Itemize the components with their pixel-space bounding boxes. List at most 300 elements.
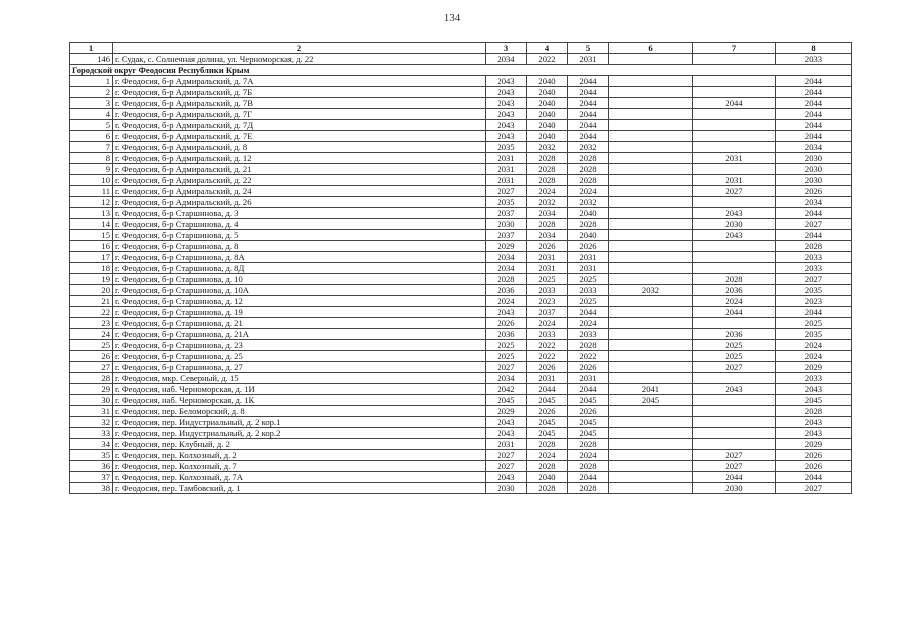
year-cell: 2025 — [486, 340, 527, 351]
year-cell: 2044 — [776, 120, 852, 131]
year-cell: 2043 — [486, 120, 527, 131]
year-cell: 2041 — [609, 384, 693, 395]
address-cell: г. Феодосия, б-р Старшинова, д. 10 — [113, 274, 486, 285]
year-cell — [609, 417, 693, 428]
year-cell: 2044 — [568, 120, 609, 131]
table-row — [70, 54, 852, 65]
address-cell: г. Феодосия, б-р Старшинова, д. 8А — [113, 252, 486, 263]
table-row — [70, 318, 852, 329]
address-cell: г. Феодосия, б-р Адмиральский, д. 7В — [113, 98, 486, 109]
year-cell: 2024 — [693, 296, 776, 307]
year-cell: 2026 — [776, 186, 852, 197]
year-cell: 2044 — [568, 98, 609, 109]
year-cell — [693, 197, 776, 208]
year-cell: 2033 — [527, 329, 568, 340]
address-cell: г. Феодосия, б-р Адмиральский, д. 7Г — [113, 109, 486, 120]
row-number: 9 — [70, 164, 113, 175]
row-number: 35 — [70, 450, 113, 461]
table-row — [70, 362, 852, 373]
year-cell: 2024 — [776, 351, 852, 362]
column-header: 1 — [70, 43, 113, 54]
row-number: 31 — [70, 406, 113, 417]
address-cell: г. Феодосия, б-р Адмиральский, д. 22 — [113, 175, 486, 186]
year-cell — [693, 54, 776, 65]
year-cell — [609, 428, 693, 439]
address-cell: г. Феодосия, б-р Адмиральский, д. 24 — [113, 186, 486, 197]
year-cell: 2043 — [486, 417, 527, 428]
year-cell: 2028 — [527, 164, 568, 175]
row-number: 7 — [70, 142, 113, 153]
row-number: 27 — [70, 362, 113, 373]
row-number: 22 — [70, 307, 113, 318]
table-row — [70, 263, 852, 274]
year-cell: 2030 — [776, 175, 852, 186]
year-cell: 2026 — [527, 241, 568, 252]
year-cell: 2029 — [486, 241, 527, 252]
page-number: 134 — [443, 12, 461, 24]
table-row — [70, 307, 852, 318]
year-cell: 2044 — [527, 384, 568, 395]
year-cell: 2043 — [486, 307, 527, 318]
table-row — [70, 395, 852, 406]
table-row — [70, 241, 852, 252]
year-cell: 2023 — [776, 296, 852, 307]
table-row — [70, 340, 852, 351]
table-row — [70, 252, 852, 263]
year-cell: 2042 — [486, 384, 527, 395]
year-cell: 2031 — [693, 175, 776, 186]
address-cell: г. Феодосия, б-р Адмиральский, д. 8 — [113, 142, 486, 153]
year-cell — [609, 87, 693, 98]
year-cell: 2032 — [527, 197, 568, 208]
address-cell: г. Феодосия, пер. Колхозный, д. 2 — [113, 450, 486, 461]
table-row — [70, 483, 852, 494]
table-body — [70, 43, 852, 494]
column-header: 8 — [776, 43, 852, 54]
table-row — [70, 230, 852, 241]
row-number: 37 — [70, 472, 113, 483]
year-cell: 2026 — [568, 362, 609, 373]
year-cell: 2040 — [527, 131, 568, 142]
year-cell — [609, 252, 693, 263]
section-title: Городской округ Феодосия Республики Крым — [70, 65, 852, 76]
year-cell: 2045 — [486, 395, 527, 406]
year-cell: 2033 — [776, 263, 852, 274]
year-cell: 2027 — [693, 186, 776, 197]
year-cell: 2044 — [693, 472, 776, 483]
year-cell: 2028 — [527, 153, 568, 164]
year-cell: 2028 — [527, 175, 568, 186]
year-cell: 2022 — [527, 54, 568, 65]
address-cell: г. Феодосия, б-р Старшинова, д. 8 — [113, 241, 486, 252]
year-cell: 2044 — [776, 76, 852, 87]
year-cell: 2036 — [486, 285, 527, 296]
table-row — [70, 142, 852, 153]
year-cell — [609, 241, 693, 252]
year-cell: 2026 — [568, 241, 609, 252]
year-cell: 2044 — [776, 307, 852, 318]
year-cell: 2044 — [568, 307, 609, 318]
year-cell — [693, 142, 776, 153]
year-cell: 2045 — [527, 395, 568, 406]
year-cell: 2045 — [527, 417, 568, 428]
year-cell: 2032 — [609, 285, 693, 296]
column-header: 4 — [527, 43, 568, 54]
year-cell — [609, 362, 693, 373]
row-number: 14 — [70, 219, 113, 230]
year-cell: 2033 — [776, 54, 852, 65]
year-cell — [693, 252, 776, 263]
row-number: 28 — [70, 373, 113, 384]
year-cell: 2044 — [776, 230, 852, 241]
table-row — [70, 406, 852, 417]
table-row — [70, 109, 852, 120]
address-cell: г. Феодосия, пер. Колхозный, д. 7А — [113, 472, 486, 483]
year-cell: 2031 — [568, 263, 609, 274]
year-cell: 2025 — [693, 340, 776, 351]
year-cell — [609, 351, 693, 362]
year-cell: 2028 — [568, 175, 609, 186]
section-row — [70, 65, 852, 76]
year-cell: 2034 — [486, 252, 527, 263]
year-cell: 2036 — [693, 285, 776, 296]
year-cell: 2034 — [486, 54, 527, 65]
address-cell: г. Феодосия, б-р Старшинова, д. 27 — [113, 362, 486, 373]
table-row — [70, 186, 852, 197]
year-cell — [609, 219, 693, 230]
year-cell: 2037 — [486, 208, 527, 219]
year-cell: 2040 — [527, 109, 568, 120]
row-number: 20 — [70, 285, 113, 296]
year-cell: 2031 — [486, 153, 527, 164]
year-cell — [609, 120, 693, 131]
row-number: 4 — [70, 109, 113, 120]
table-row — [70, 131, 852, 142]
year-cell: 2025 — [776, 318, 852, 329]
year-cell — [609, 472, 693, 483]
year-cell: 2043 — [776, 384, 852, 395]
year-cell: 2028 — [486, 274, 527, 285]
year-cell: 2028 — [693, 274, 776, 285]
year-cell — [693, 241, 776, 252]
address-cell: г. Феодосия, пер. Колхозный, д. 7 — [113, 461, 486, 472]
table-row — [70, 87, 852, 98]
table-row — [70, 164, 852, 175]
year-cell — [609, 340, 693, 351]
year-cell: 2044 — [776, 98, 852, 109]
year-cell — [609, 186, 693, 197]
row-number: 10 — [70, 175, 113, 186]
year-cell: 2022 — [527, 351, 568, 362]
year-cell: 2029 — [776, 362, 852, 373]
year-cell: 2024 — [568, 318, 609, 329]
year-cell: 2030 — [776, 164, 852, 175]
year-cell — [609, 197, 693, 208]
address-cell: г. Феодосия, пер. Тамбовский, д. 1 — [113, 483, 486, 494]
table-row — [70, 428, 852, 439]
year-cell — [609, 329, 693, 340]
row-number: 26 — [70, 351, 113, 362]
year-cell: 2044 — [776, 109, 852, 120]
year-cell: 2024 — [568, 450, 609, 461]
year-cell: 2032 — [568, 142, 609, 153]
year-cell — [693, 164, 776, 175]
row-number: 21 — [70, 296, 113, 307]
year-cell: 2023 — [527, 296, 568, 307]
year-cell: 2040 — [527, 87, 568, 98]
row-number: 16 — [70, 241, 113, 252]
year-cell: 2033 — [568, 329, 609, 340]
year-cell — [693, 318, 776, 329]
year-cell: 2027 — [486, 186, 527, 197]
data-table — [69, 42, 852, 494]
year-cell: 2036 — [693, 329, 776, 340]
year-cell: 2043 — [486, 131, 527, 142]
year-cell: 2027 — [776, 219, 852, 230]
year-cell: 2044 — [568, 109, 609, 120]
address-cell: г. Феодосия, пер. Индустриальный, д. 2 кор.1 — [113, 417, 486, 428]
year-cell: 2033 — [527, 285, 568, 296]
address-cell: г. Феодосия, б-р Адмиральский, д. 26 — [113, 197, 486, 208]
table-row — [70, 351, 852, 362]
row-number: 24 — [70, 329, 113, 340]
year-cell — [693, 131, 776, 142]
year-cell: 2043 — [693, 384, 776, 395]
year-cell — [609, 461, 693, 472]
year-cell: 2033 — [568, 285, 609, 296]
year-cell: 2025 — [527, 274, 568, 285]
row-number: 34 — [70, 439, 113, 450]
address-cell: г. Феодосия, б-р Старшинова, д. 3 — [113, 208, 486, 219]
address-cell: г. Феодосия, б-р Адмиральский, д. 7Е — [113, 131, 486, 142]
address-cell: г. Феодосия, пер. Беломорский, д. 8 — [113, 406, 486, 417]
year-cell: 2024 — [486, 296, 527, 307]
year-cell: 2025 — [568, 274, 609, 285]
year-cell: 2025 — [486, 351, 527, 362]
column-header: 2 — [113, 43, 486, 54]
table-row — [70, 208, 852, 219]
year-cell — [693, 109, 776, 120]
year-cell: 2032 — [527, 142, 568, 153]
column-header: 5 — [568, 43, 609, 54]
year-cell: 2043 — [486, 87, 527, 98]
year-cell: 2027 — [693, 461, 776, 472]
year-cell: 2031 — [486, 439, 527, 450]
row-number: 6 — [70, 131, 113, 142]
year-cell: 2027 — [693, 450, 776, 461]
year-cell — [693, 406, 776, 417]
year-cell: 2033 — [776, 252, 852, 263]
year-cell: 2024 — [527, 186, 568, 197]
address-cell: г. Феодосия, б-р Старшинова, д. 21 — [113, 318, 486, 329]
year-cell: 2045 — [776, 395, 852, 406]
year-cell — [609, 439, 693, 450]
year-cell: 2035 — [486, 197, 527, 208]
year-cell: 2029 — [776, 439, 852, 450]
year-cell: 2031 — [568, 373, 609, 384]
year-cell: 2044 — [776, 131, 852, 142]
row-number: 2 — [70, 87, 113, 98]
year-cell — [609, 142, 693, 153]
year-cell — [693, 417, 776, 428]
year-cell — [609, 230, 693, 241]
year-cell: 2035 — [486, 142, 527, 153]
address-cell: г. Феодосия, б-р Старшинова, д. 10А — [113, 285, 486, 296]
year-cell: 2026 — [527, 406, 568, 417]
year-cell: 2022 — [527, 340, 568, 351]
year-cell: 2035 — [776, 285, 852, 296]
year-cell: 2043 — [776, 417, 852, 428]
year-cell — [609, 208, 693, 219]
year-cell — [609, 175, 693, 186]
year-cell: 2034 — [776, 142, 852, 153]
year-cell: 2031 — [527, 252, 568, 263]
year-cell — [609, 318, 693, 329]
column-header: 3 — [486, 43, 527, 54]
year-cell: 2028 — [527, 461, 568, 472]
year-cell: 2043 — [486, 98, 527, 109]
year-cell — [693, 263, 776, 274]
year-cell: 2030 — [693, 219, 776, 230]
year-cell: 2028 — [527, 439, 568, 450]
year-cell: 2034 — [527, 230, 568, 241]
year-cell: 2030 — [486, 219, 527, 230]
year-cell: 2031 — [568, 252, 609, 263]
table-row — [70, 417, 852, 428]
year-cell: 2044 — [568, 76, 609, 87]
row-number: 18 — [70, 263, 113, 274]
year-cell: 2030 — [693, 483, 776, 494]
row-number: 8 — [70, 153, 113, 164]
year-cell — [609, 153, 693, 164]
year-cell: 2034 — [527, 208, 568, 219]
header-row — [70, 43, 852, 54]
year-cell: 2044 — [568, 384, 609, 395]
year-cell: 2043 — [486, 109, 527, 120]
year-cell — [693, 395, 776, 406]
year-cell: 2028 — [776, 406, 852, 417]
year-cell: 2044 — [776, 87, 852, 98]
year-cell: 2045 — [568, 428, 609, 439]
address-cell: г. Феодосия, б-р Адмиральский, д. 12 — [113, 153, 486, 164]
column-header: 7 — [693, 43, 776, 54]
year-cell: 2027 — [486, 450, 527, 461]
year-cell — [609, 483, 693, 494]
year-cell: 2045 — [609, 395, 693, 406]
year-cell: 2045 — [568, 395, 609, 406]
year-cell: 2040 — [527, 120, 568, 131]
year-cell — [609, 98, 693, 109]
year-cell: 2040 — [527, 472, 568, 483]
year-cell: 2028 — [568, 164, 609, 175]
year-cell: 2044 — [693, 98, 776, 109]
year-cell: 2027 — [486, 362, 527, 373]
row-number: 146 — [70, 54, 113, 65]
year-cell — [693, 120, 776, 131]
table-row — [70, 472, 852, 483]
year-cell: 2044 — [693, 307, 776, 318]
row-number: 5 — [70, 120, 113, 131]
year-cell: 2044 — [568, 472, 609, 483]
year-cell — [609, 54, 693, 65]
year-cell: 2034 — [486, 263, 527, 274]
row-number: 17 — [70, 252, 113, 263]
table-row — [70, 76, 852, 87]
row-number: 36 — [70, 461, 113, 472]
year-cell: 2027 — [776, 483, 852, 494]
table-row — [70, 197, 852, 208]
year-cell — [693, 76, 776, 87]
year-cell: 2037 — [527, 307, 568, 318]
address-cell: г. Феодосия, наб. Черноморская, д. 1И — [113, 384, 486, 395]
address-cell: г. Феодосия, б-р Старшинова, д. 21А — [113, 329, 486, 340]
table-row — [70, 175, 852, 186]
year-cell: 2027 — [776, 274, 852, 285]
table-row — [70, 285, 852, 296]
row-number: 29 — [70, 384, 113, 395]
year-cell: 2040 — [568, 208, 609, 219]
address-cell: г. Феодосия, пер. Клубный, д. 2 — [113, 439, 486, 450]
table-row — [70, 296, 852, 307]
year-cell — [609, 307, 693, 318]
table-row — [70, 219, 852, 230]
year-cell: 2028 — [776, 241, 852, 252]
year-cell: 2028 — [568, 219, 609, 230]
year-cell: 2028 — [527, 219, 568, 230]
year-cell: 2028 — [568, 461, 609, 472]
year-cell: 2043 — [776, 428, 852, 439]
row-number: 11 — [70, 186, 113, 197]
year-cell: 2040 — [527, 76, 568, 87]
row-number: 12 — [70, 197, 113, 208]
table-row — [70, 153, 852, 164]
year-cell: 2040 — [568, 230, 609, 241]
address-cell: г. Феодосия, б-р Старшинова, д. 4 — [113, 219, 486, 230]
table-row — [70, 120, 852, 131]
year-cell: 2028 — [527, 483, 568, 494]
row-number: 13 — [70, 208, 113, 219]
address-cell: г. Феодосия, пер. Индустриальный, д. 2 кор.2 — [113, 428, 486, 439]
year-cell: 2034 — [776, 197, 852, 208]
year-cell: 2043 — [486, 428, 527, 439]
row-number: 3 — [70, 98, 113, 109]
table-row — [70, 98, 852, 109]
year-cell: 2035 — [776, 329, 852, 340]
year-cell: 2030 — [486, 483, 527, 494]
year-cell: 2034 — [486, 373, 527, 384]
year-cell: 2043 — [693, 208, 776, 219]
year-cell: 2040 — [527, 98, 568, 109]
table-row — [70, 384, 852, 395]
year-cell: 2028 — [568, 153, 609, 164]
year-cell: 2026 — [527, 362, 568, 373]
year-cell: 2025 — [693, 351, 776, 362]
year-cell: 2024 — [527, 318, 568, 329]
year-cell: 2028 — [568, 439, 609, 450]
year-cell: 2030 — [776, 153, 852, 164]
year-cell: 2026 — [776, 461, 852, 472]
year-cell: 2024 — [527, 450, 568, 461]
row-number: 15 — [70, 230, 113, 241]
year-cell: 2036 — [486, 329, 527, 340]
year-cell: 2045 — [527, 428, 568, 439]
year-cell: 2044 — [776, 208, 852, 219]
address-cell: г. Феодосия, б-р Адмиральский, д. 7Б — [113, 87, 486, 98]
table-row — [70, 439, 852, 450]
row-number: 19 — [70, 274, 113, 285]
address-cell: г. Феодосия, б-р Старшинова, д. 25 — [113, 351, 486, 362]
address-cell: г. Феодосия, наб. Черноморская, д. 1К — [113, 395, 486, 406]
